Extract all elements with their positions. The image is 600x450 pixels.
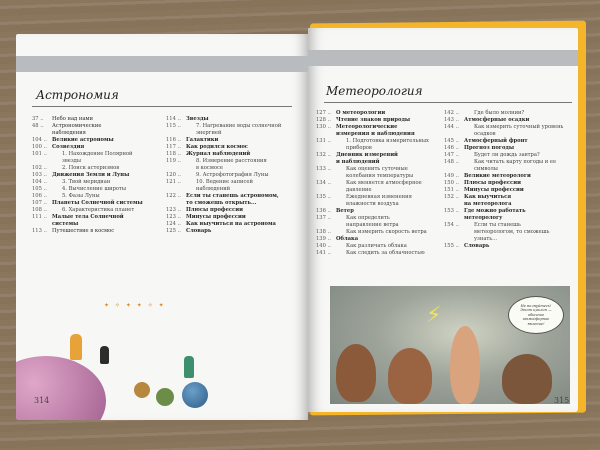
toc-entry-title: направление ветра bbox=[346, 222, 399, 228]
toc-entry-title: 7. Нагревание воды солнечной bbox=[196, 123, 282, 129]
toc-entry-title: осадков bbox=[474, 131, 496, 137]
toc-entry-title: Облака bbox=[336, 236, 359, 242]
toc-entry bbox=[444, 222, 574, 229]
toc-page-number: 130 .. bbox=[316, 124, 331, 130]
toc-page-number: 102 .. bbox=[32, 165, 47, 171]
toc-page-number: 105 .. bbox=[32, 186, 47, 192]
toc-entry bbox=[316, 152, 448, 159]
toc-entry bbox=[444, 159, 574, 166]
toc-entry-title: Как определить bbox=[346, 215, 390, 221]
toc-page-number: 142 .. bbox=[444, 110, 459, 116]
toc-entry bbox=[166, 193, 301, 200]
toc-entry bbox=[444, 173, 574, 180]
toc-entry bbox=[444, 243, 574, 250]
toc-page-number: 145 .. bbox=[444, 138, 459, 144]
toc-entry-title: Прогноз погоды bbox=[464, 145, 515, 151]
monster-figure-3 bbox=[502, 354, 552, 404]
toc-entry bbox=[166, 214, 301, 221]
right-page bbox=[308, 28, 578, 412]
monsters-storm-illustration bbox=[330, 286, 570, 404]
toc-entry bbox=[316, 250, 448, 257]
toc-page-number: 151 .. bbox=[444, 187, 459, 193]
toc-entry-title: на метеоролога bbox=[464, 201, 512, 207]
toc-entry bbox=[316, 236, 448, 243]
toc-entry-title: 6. Характеристика планет bbox=[62, 207, 135, 213]
toc-entry bbox=[166, 165, 301, 172]
toc-entry-title: Плюсы профессии bbox=[186, 207, 243, 213]
toc-page-number: 144 .. bbox=[444, 124, 459, 130]
toc-entry-title: Как родился космос bbox=[186, 144, 248, 150]
toc-page-number: 104 .. bbox=[32, 179, 47, 185]
scientist-figure bbox=[450, 326, 480, 404]
toc-page-number bbox=[166, 200, 186, 207]
toc-entry-title: влажности воздуха bbox=[346, 201, 399, 207]
toc-page-number: 147 .. bbox=[444, 152, 459, 158]
toc-entry-title: узнать... bbox=[474, 236, 498, 242]
toc-entry bbox=[316, 117, 448, 124]
toc-page-number: 103 .. bbox=[32, 172, 47, 178]
toc-page-number: 152 .. bbox=[444, 194, 459, 200]
toc-entry-title: Звезды bbox=[186, 116, 209, 122]
toc-entry bbox=[316, 180, 448, 187]
toc-page-number: 134 .. bbox=[316, 180, 331, 186]
toc-column-1 bbox=[32, 116, 162, 235]
toc-entry bbox=[444, 131, 574, 138]
pink-planet bbox=[16, 356, 106, 420]
toc-entry-title: давление bbox=[346, 187, 372, 193]
toc-page-number bbox=[32, 221, 52, 228]
brown-planet bbox=[134, 382, 150, 398]
toc-page-number: 143 .. bbox=[444, 117, 459, 123]
toc-entry bbox=[444, 110, 574, 117]
monster-figure-2 bbox=[388, 348, 432, 404]
toc-entry bbox=[32, 214, 162, 221]
toc-entry-title: Атмосферный фронт bbox=[464, 138, 528, 144]
toc-entry bbox=[316, 229, 448, 236]
toc-entry-title: 2. Поиск астеризмов bbox=[62, 165, 120, 171]
section-title-astronomy: Астрономия bbox=[36, 88, 119, 102]
toc-entry bbox=[32, 144, 162, 151]
toc-entry-title: Созвездия bbox=[52, 144, 85, 150]
toc-entry bbox=[166, 144, 301, 151]
toc-page-number bbox=[444, 236, 464, 243]
toc-page-number bbox=[32, 158, 52, 165]
star-trail: ✦ ✧ ✦ ✦ ✧ ✦ bbox=[104, 302, 166, 309]
toc-entry bbox=[316, 243, 448, 250]
toc-page-number: 146 .. bbox=[444, 145, 459, 151]
toc-entry bbox=[444, 187, 574, 194]
toc-page-number bbox=[166, 186, 186, 193]
toc-entry-title: системы bbox=[52, 221, 79, 227]
toc-column-2 bbox=[166, 116, 301, 235]
toc-entry bbox=[32, 193, 162, 200]
toc-entry bbox=[32, 116, 162, 123]
toc-entry bbox=[316, 124, 448, 131]
toc-entry-title: Небо над нами bbox=[52, 116, 93, 122]
toc-entry-title: 1. Нахождение Полярной bbox=[62, 151, 133, 157]
toc-entry bbox=[32, 165, 162, 172]
toc-entry bbox=[166, 186, 301, 193]
child-figure-2 bbox=[100, 346, 109, 364]
toc-entry bbox=[316, 138, 448, 145]
toc-page-number: 153 .. bbox=[444, 208, 459, 214]
toc-entry-title: Как выучиться на астронома bbox=[186, 221, 276, 227]
toc-entry-title: Метеорологические bbox=[336, 124, 398, 130]
toc-page-number bbox=[166, 165, 186, 172]
toc-entry bbox=[166, 123, 301, 130]
toc-entry bbox=[444, 117, 574, 124]
toc-entry bbox=[32, 186, 162, 193]
toc-page-number: 137 .. bbox=[316, 215, 331, 221]
toc-page-number: 154 .. bbox=[444, 222, 459, 228]
toc-page-number bbox=[166, 130, 186, 137]
toc-page-number bbox=[32, 130, 52, 137]
toc-entry-title: Как измерить скорость ветра bbox=[346, 229, 427, 235]
toc-page-number: 106 .. bbox=[32, 193, 47, 199]
toc-page-number: 113 .. bbox=[32, 228, 47, 234]
toc-entry-title: метеорологу bbox=[464, 215, 503, 221]
toc-page-number: 127 .. bbox=[316, 110, 331, 116]
toc-entry-title: 3. Твой меридиан bbox=[62, 179, 111, 185]
toc-entry-title: 4. Вычисление широты bbox=[62, 186, 127, 192]
child-figure-1 bbox=[70, 334, 82, 360]
toc-entry-title: Великие астрономы bbox=[52, 137, 114, 143]
toc-entry-title: Если ты станешь астрономом, bbox=[186, 193, 279, 199]
toc-entry-title: Путешествие в космос bbox=[52, 228, 115, 234]
toc-page-number: 104 .. bbox=[32, 137, 47, 143]
toc-entry-title: О метеорологии bbox=[336, 110, 386, 116]
toc-page-number bbox=[444, 131, 464, 138]
toc-entry-title: энергией bbox=[196, 130, 222, 136]
toc-entry-title: Как различать облака bbox=[346, 243, 407, 249]
toc-entry-title: Минусы профессии bbox=[464, 187, 524, 193]
toc-entry bbox=[166, 151, 301, 158]
toc-entry bbox=[166, 137, 301, 144]
child-figure-3 bbox=[184, 356, 194, 378]
page-number-left: 314 bbox=[34, 396, 50, 405]
toc-entry-title: Как оценить суточные bbox=[346, 166, 408, 172]
toc-page-number bbox=[316, 201, 336, 208]
toc-page-number: 107 .. bbox=[32, 200, 47, 206]
toc-entry bbox=[316, 166, 448, 173]
toc-entry-title: Великие метеорологи bbox=[464, 173, 531, 179]
toc-entry bbox=[32, 137, 162, 144]
toc-page-number: 116 .. bbox=[166, 137, 181, 143]
toc-entry bbox=[316, 187, 448, 194]
toc-entry bbox=[444, 194, 574, 201]
toc-entry bbox=[316, 159, 448, 166]
toc-page-number bbox=[316, 159, 336, 166]
toc-entry bbox=[32, 151, 162, 158]
toc-entry bbox=[32, 221, 162, 228]
toc-page-number: 122 .. bbox=[166, 193, 181, 199]
toc-entry-title: Будет ли дождь завтра? bbox=[474, 152, 540, 158]
toc-page-number: 123 .. bbox=[166, 214, 181, 220]
toc-entry bbox=[166, 116, 301, 123]
toc-page-number bbox=[444, 215, 464, 222]
toc-entry-title: Как читать карту погоды и ее bbox=[474, 159, 557, 165]
toc-entry bbox=[32, 130, 162, 137]
toc-page-number: 114 .. bbox=[166, 116, 181, 122]
toc-page-number: 120 .. bbox=[166, 172, 181, 178]
toc-page-number: 119 .. bbox=[166, 158, 181, 164]
toc-page-number: 100 .. bbox=[32, 144, 47, 150]
toc-page-number bbox=[316, 222, 336, 229]
toc-entry bbox=[316, 208, 448, 215]
toc-column-2 bbox=[444, 110, 574, 250]
toc-entry-title: Как следить за облачностью bbox=[346, 250, 425, 256]
toc-entry bbox=[166, 200, 301, 207]
left-page bbox=[16, 34, 308, 420]
toc-page-number bbox=[316, 187, 336, 194]
toc-entry-title: Где было молнии? bbox=[474, 110, 525, 116]
toc-entry bbox=[32, 200, 162, 207]
toc-entry-title: 1. Подготовка измерительных bbox=[346, 138, 429, 144]
monster-figure-1 bbox=[336, 344, 376, 402]
toc-entry-title: и наблюдений bbox=[336, 159, 380, 165]
toc-page-number: 140 .. bbox=[316, 243, 331, 249]
toc-entry bbox=[32, 207, 162, 214]
toc-entry-title: Галактики bbox=[186, 137, 219, 143]
toc-entry bbox=[316, 215, 448, 222]
toc-entry-title: Минусы профессии bbox=[186, 214, 246, 220]
title-rule bbox=[324, 102, 572, 103]
toc-page-number: 121 .. bbox=[166, 179, 181, 185]
open-book bbox=[8, 20, 590, 420]
toc-entry-title: приборов bbox=[346, 145, 372, 151]
toc-entry bbox=[444, 236, 574, 243]
toc-page-number: 150 .. bbox=[444, 180, 459, 186]
toc-entry-title: Плюсы профессии bbox=[464, 180, 521, 186]
toc-entry-title: Словарь bbox=[464, 243, 490, 249]
toc-page-number bbox=[316, 131, 336, 138]
toc-entry bbox=[444, 152, 574, 159]
toc-page-number: 139 .. bbox=[316, 236, 331, 242]
toc-page-number: 101 .. bbox=[32, 151, 47, 157]
section-title-meteorology: Метеорология bbox=[326, 84, 423, 98]
toc-entry bbox=[316, 201, 448, 208]
toc-entry bbox=[444, 145, 574, 152]
toc-entry-title: в космосе bbox=[196, 165, 223, 171]
toc-entry bbox=[444, 138, 574, 145]
toc-entry bbox=[166, 172, 301, 179]
header-band bbox=[16, 56, 308, 72]
toc-entry-title: Как выучиться bbox=[464, 194, 512, 200]
toc-page-number: 108 .. bbox=[32, 207, 47, 213]
toc-entry-title: колебания температуры bbox=[346, 173, 414, 179]
toc-entry-title: Астрономические bbox=[52, 123, 102, 129]
toc-page-number: 125 .. bbox=[166, 228, 181, 234]
toc-page-number bbox=[444, 166, 464, 173]
toc-page-number: 123 .. bbox=[166, 207, 181, 213]
toc-entry-title: 5. Фазы Луны bbox=[62, 193, 100, 199]
toc-entry bbox=[32, 172, 162, 179]
toc-entry-title: измерения и наблюдения bbox=[336, 131, 415, 137]
toc-entry-title: то сможешь открыть... bbox=[186, 200, 257, 206]
toc-entry-title: Где можно работать bbox=[464, 208, 526, 214]
toc-entry bbox=[444, 201, 574, 208]
toc-page-number bbox=[316, 145, 336, 152]
blue-planet bbox=[182, 382, 208, 408]
toc-page-number: 141 .. bbox=[316, 250, 331, 256]
toc-page-number: 135 .. bbox=[316, 194, 331, 200]
toc-entry-title: Атмосферные осадки bbox=[464, 117, 530, 123]
toc-entry bbox=[444, 208, 574, 215]
toc-entry-title: наблюдения bbox=[52, 130, 86, 136]
toc-entry-title: символы bbox=[474, 166, 498, 172]
toc-entry-title: Ежедневная изменения bbox=[346, 194, 412, 200]
toc-entry-title: Планеты Солнечной системы bbox=[52, 200, 143, 206]
toc-page-number bbox=[444, 229, 464, 236]
toc-entry bbox=[444, 229, 574, 236]
green-planet bbox=[156, 388, 174, 406]
toc-page-number: 111 .. bbox=[32, 214, 47, 220]
toc-page-number bbox=[316, 173, 336, 180]
toc-entry bbox=[32, 123, 162, 130]
toc-page-number: 155 .. bbox=[444, 243, 459, 249]
toc-entry-title: Малые тела Солнечной bbox=[52, 214, 124, 220]
toc-entry bbox=[316, 145, 448, 152]
toc-entry bbox=[316, 173, 448, 180]
toc-page-number bbox=[444, 201, 464, 208]
toc-entry bbox=[316, 110, 448, 117]
toc-column-1 bbox=[316, 110, 448, 257]
toc-page-number: 118 .. bbox=[166, 151, 181, 157]
speech-bubble bbox=[508, 296, 564, 334]
page-number-right: 315 bbox=[554, 396, 570, 405]
toc-page-number: 48 .. bbox=[32, 123, 44, 129]
toc-entry bbox=[166, 130, 301, 137]
toc-entry-title: Движения Земли и Луны bbox=[52, 172, 130, 178]
toc-page-number: 136 .. bbox=[316, 208, 331, 214]
toc-page-number: 133 .. bbox=[316, 166, 331, 172]
toc-page-number: 148 .. bbox=[444, 159, 459, 165]
toc-entry bbox=[32, 179, 162, 186]
toc-page-number: 149 .. bbox=[444, 173, 459, 179]
toc-entry bbox=[166, 228, 301, 235]
toc-entry bbox=[444, 124, 574, 131]
toc-entry bbox=[32, 228, 162, 235]
toc-entry bbox=[444, 215, 574, 222]
toc-entry bbox=[166, 221, 301, 228]
toc-page-number: 37 .. bbox=[32, 116, 44, 122]
toc-entry-title: Ветер bbox=[336, 208, 354, 214]
toc-entry-title: метеорологом, то сможешь bbox=[474, 229, 550, 235]
toc-entry-title: Журнал наблюдений bbox=[186, 151, 251, 157]
toc-page-number: 124 .. bbox=[166, 221, 181, 227]
toc-entry-title: 9. Астрофотография Луны bbox=[196, 172, 269, 178]
lightning-icon: ⚡ bbox=[426, 303, 442, 328]
toc-entry bbox=[166, 158, 301, 165]
toc-entry-title: звезды bbox=[62, 158, 81, 164]
toc-entry-title: Словарь bbox=[186, 228, 212, 234]
toc-entry-title: Как измерить суточный уровень bbox=[474, 124, 564, 130]
toc-entry-title: 10. Ведение записей bbox=[196, 179, 253, 185]
toc-entry bbox=[316, 131, 448, 138]
toc-entry bbox=[166, 179, 301, 186]
toc-entry-title: Как меняется атмосферное bbox=[346, 180, 422, 186]
toc-page-number: 128 .. bbox=[316, 117, 331, 123]
toc-page-number: 138 .. bbox=[316, 229, 331, 235]
toc-entry bbox=[316, 194, 448, 201]
toc-page-number: 117 .. bbox=[166, 144, 181, 150]
toc-entry-title: Чтение знаков природы bbox=[336, 117, 411, 123]
toc-entry-title: наблюдений bbox=[196, 186, 231, 192]
speech-text: Не волнуйтесь! Этот циклон — обычное атмосферное явление! bbox=[520, 304, 552, 326]
toc-page-number: 132 .. bbox=[316, 152, 331, 158]
toc-entry-title: Если ты станешь bbox=[474, 222, 521, 228]
toc-entry bbox=[444, 180, 574, 187]
toc-page-number: 131 .. bbox=[316, 138, 331, 144]
toc-entry bbox=[444, 166, 574, 173]
toc-entry bbox=[316, 222, 448, 229]
toc-entry-title: Дневник измерений bbox=[336, 152, 398, 158]
header-band bbox=[308, 50, 578, 66]
toc-entry bbox=[166, 207, 301, 214]
toc-entry bbox=[32, 158, 162, 165]
title-rule bbox=[32, 106, 292, 107]
toc-page-number: 115 .. bbox=[166, 123, 181, 129]
toc-entry-title: 8. Измерение расстояния bbox=[196, 158, 267, 164]
